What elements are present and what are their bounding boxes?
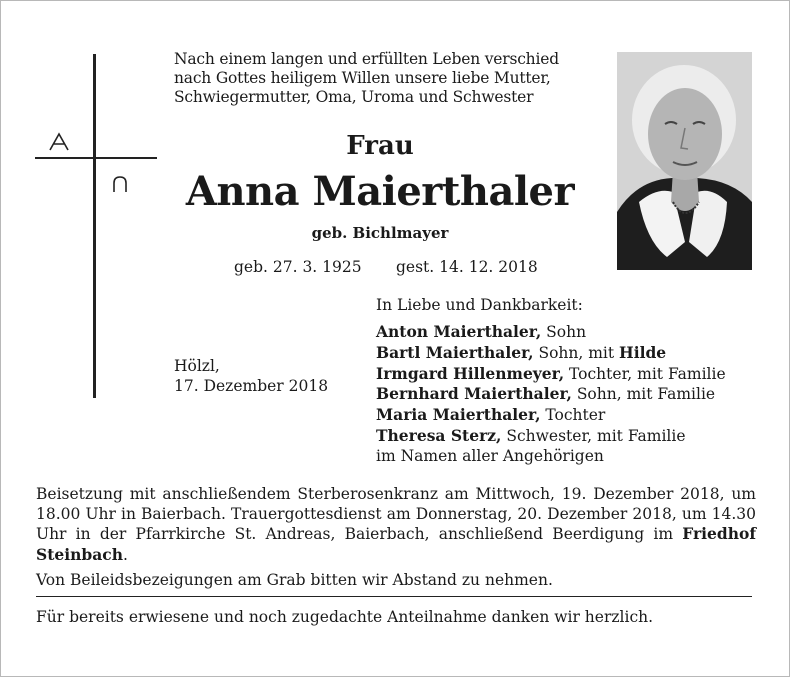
mourner-name: Bartl Maierthaler,: [376, 342, 534, 362]
portrait-photo: [617, 52, 752, 270]
birth-date: geb. 27. 3. 1925: [234, 258, 362, 276]
intro-text: [174, 50, 559, 107]
death-date: gest. 14. 12. 2018: [396, 258, 538, 276]
publish-date: 17. Dezember 2018: [174, 377, 329, 395]
cemetery-name: Friedhof Steinbach: [36, 524, 756, 564]
mourner-line: [376, 343, 726, 364]
mourner-relation: Schwester, mit Familie: [501, 426, 686, 445]
mourner-name: Irmgard Hillenmeyer,: [376, 363, 565, 383]
mourner-relation: Sohn, mit Familie: [571, 385, 716, 404]
mourner-name: Maria Maierthaler,: [376, 405, 541, 425]
mourner-name: Bernhard Maierthaler,: [376, 384, 572, 404]
intro-line: nach Gottes heiligem Willen unsere liebe Mutter,: [174, 69, 551, 87]
funeral-text: Beisetzung mit anschließendem Sterberosenkranz am Mittwoch, 19. Dezember 2018, um 18.00 Uhr in Baierbach. Trauergottesdienst am Donnerstag, 20. Dezember 2018, um 14.30 Uhr in der Pfarrkirche St. Andreas, Baierbach, anschließend Beerdigung im: [36, 485, 756, 543]
condolence-request: Von Beileidsbezeigungen am Grab bitten wir Abstand zu nehmen.: [36, 571, 553, 589]
mourner-relation: Tochter: [540, 406, 606, 425]
mourner-line: [376, 384, 726, 405]
portrait-illustration: [617, 52, 752, 270]
mourner-relation: Tochter, mit Familie: [564, 364, 726, 383]
mourner-relation: Sohn: [541, 323, 587, 341]
maiden-name: geb. Bichlmayer: [311, 224, 449, 242]
mourner-line: [376, 405, 726, 426]
mourner-relation: Sohn, mit: [533, 343, 620, 362]
divider-line: [36, 596, 752, 597]
funeral-text-end: .: [122, 545, 128, 564]
funeral-details: [36, 485, 756, 565]
intro-line: Schwiegermutter, Oma, Uroma und Schwester: [174, 88, 534, 106]
place-and-date: [174, 356, 328, 396]
mourner-partner-name: Hilde: [619, 342, 667, 362]
deceased-name: Anna Maierthaler: [185, 168, 575, 215]
intro-line: Nach einem langen und erfüllten Leben verschied: [174, 50, 559, 68]
closing-thanks: Für bereits erwiesene und noch zugedachte Anteilnahme danken wir herzlich.: [36, 608, 654, 626]
salutation: Frau: [346, 131, 414, 161]
mourner-name: Anton Maierthaler,: [376, 322, 542, 341]
mourner-line: [376, 447, 726, 467]
mourner-line: [376, 322, 726, 343]
thanks-heading: In Liebe und Dankbarkeit:: [376, 296, 583, 314]
mourners-closing: im Namen aller Angehörigen: [376, 446, 604, 465]
place: Hölzl,: [174, 357, 220, 375]
mourner-line: [376, 364, 726, 385]
mourner-line: [376, 426, 726, 447]
mourner-name: Theresa Sterz,: [376, 425, 502, 445]
mourners-list: [376, 322, 726, 467]
